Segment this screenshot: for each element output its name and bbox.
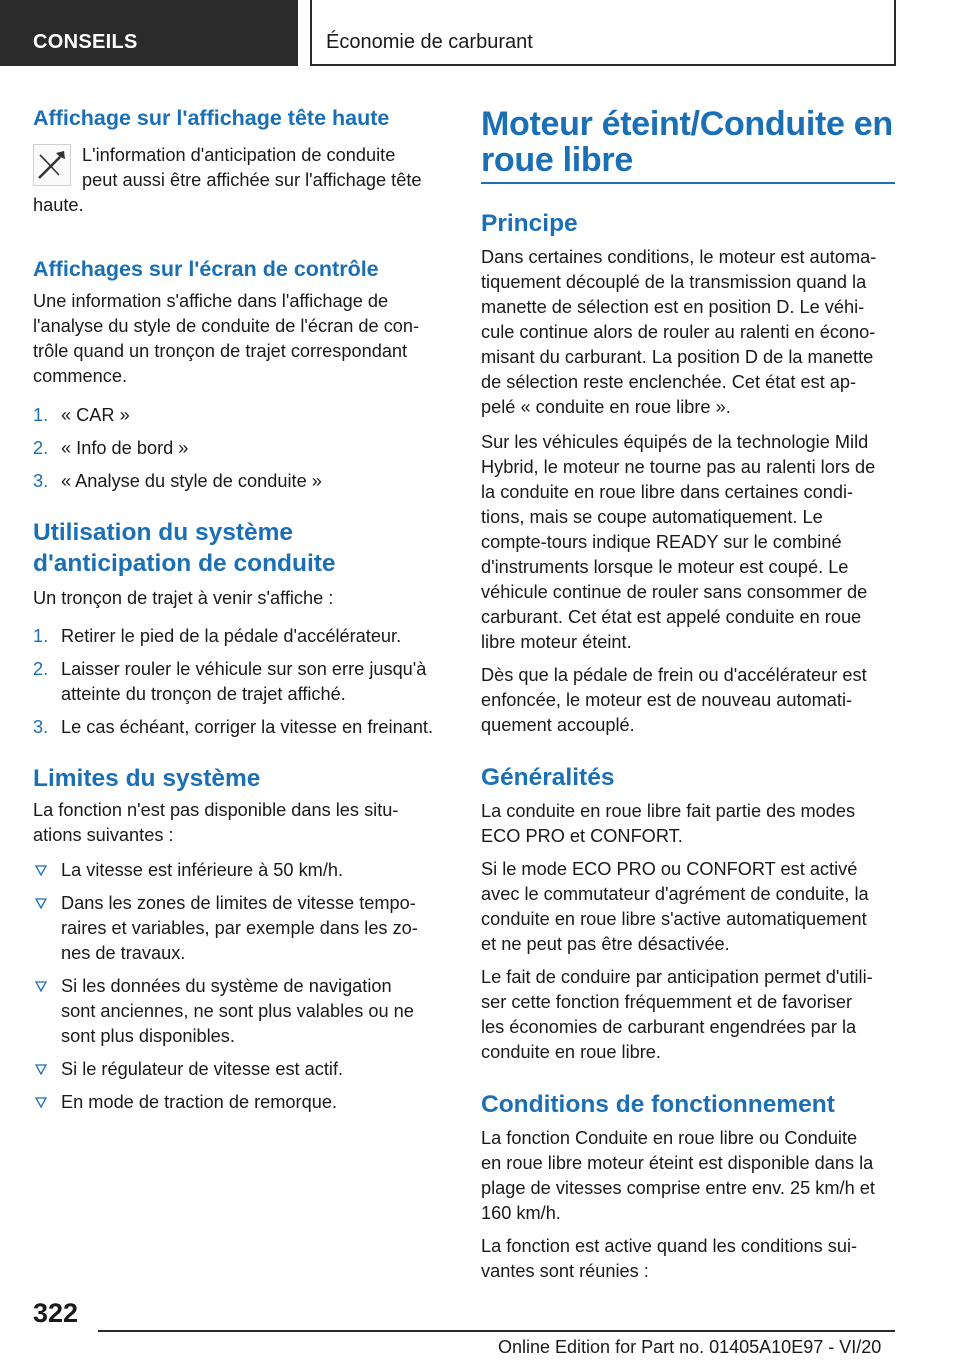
section-title: CONSEILS — [0, 0, 298, 66]
paragraph-limites: La fonction n'est pas disponible dans les situ‐ ations suivantes : — [33, 800, 399, 845]
paragraph-generalites-3: Le fait de conduire par anticipation permet d'utili‐ ser cette fonction fréquemment et de favoriser les économies de carburant engendrées par la conduite en roue libre. — [481, 967, 873, 1062]
chapter-title: Économie de carburant — [326, 31, 533, 53]
heading-affichage-hud: Affichage sur l'affichage tête haute — [33, 106, 390, 130]
paragraph-conditions-1: La fonction Conduite en roue libre ou Conduite en roue libre moteur éteint est disponible dans la plage de vitesses comprise entre env. 25 km/h et 160 km/h. — [481, 1128, 875, 1223]
heading-conditions: Conditions de fonctionnement — [481, 1091, 835, 1118]
heading-rule — [481, 182, 895, 184]
triangle-bullet-icon — [35, 1064, 47, 1075]
heading-affichages-ecran: Affichages sur l'écran de contrôle — [33, 257, 379, 281]
paragraph-ecran: Une information s'affiche dans l'affichage de l'analyse du style de conduite de l'écran de con‐ trôle quand un tronçon de trajet correspondant commence. — [33, 291, 420, 386]
triangle-bullet-icon — [35, 1097, 47, 1108]
heading-moteur-eteint: Moteur éteint/Conduite en roue libre — [481, 105, 893, 179]
paragraph-principe-3: Dès que la pédale de frein ou d'accélérateur est enfoncée, le moteur est de nouveau automati‐ quement accouplé. — [481, 665, 867, 735]
triangle-bullet-icon — [35, 981, 47, 992]
paragraph-utilisation: Un tronçon de trajet à venir s'affiche : — [33, 588, 334, 608]
paragraph-hud: L'information d'anticipation de conduite peut aussi être affichée sur l'affichage tête haute. — [33, 145, 422, 215]
heading-limites: Limites du système — [33, 765, 261, 792]
triangle-bullet-icon — [35, 865, 47, 876]
chapter-tab — [310, 0, 896, 66]
footer-rule — [98, 1330, 895, 1332]
wrench-tool-icon — [33, 144, 71, 186]
footer-edition: Online Edition for Part no. 01405A10E97 - VI/20 — [498, 1337, 882, 1357]
heading-generalites: Généralités — [481, 764, 615, 791]
page-header — [0, 0, 960, 66]
page-number: 322 — [33, 1298, 79, 1328]
paragraph-principe-1: Dans certaines conditions, le moteur est automa‐ tiquement découplé de la transmission quand la manette de sélection est en position D. Le véhi‐ cule continue alors de rouler au ralenti en écono‐ misant du carburant. La position D de la manette de sélection reste enclenchée. Cet état est ap‐ pelé « conduite en roue libre ». — [481, 247, 877, 417]
triangle-bullet-icon — [35, 898, 47, 909]
heading-principe: Principe — [481, 210, 578, 237]
paragraph-generalites-1: La conduite en roue libre fait partie des modes ECO PRO et CONFORT. — [481, 801, 856, 846]
paragraph-conditions-2: La fonction est active quand les conditions sui‐ vantes sont réunies : — [481, 1236, 858, 1281]
paragraph-principe-2: Sur les véhicules équipés de la technologie Mild Hybrid, le moteur ne tourne pas au ralenti lors de la conduite en roue libre dans certaines condi‐ tions, mais se coupe automatiquement. Le compte-tours indique READY sur le combiné d'instruments lorsque le moteur est coupé. Le véhicule continue de rouler sans consommer de carburant. Cet état est appelé conduite en roue libre moteur éteint. — [481, 432, 876, 652]
paragraph-generalites-2: Si le mode ECO PRO ou CONFORT est activé avec le commutateur d'agrément de conduite, la conduite en roue libre s'active automatiquement et ne peut pas être désactivée. — [481, 859, 869, 954]
heading-utilisation: Utilisation du système d'anticipation de conduite — [33, 519, 336, 577]
